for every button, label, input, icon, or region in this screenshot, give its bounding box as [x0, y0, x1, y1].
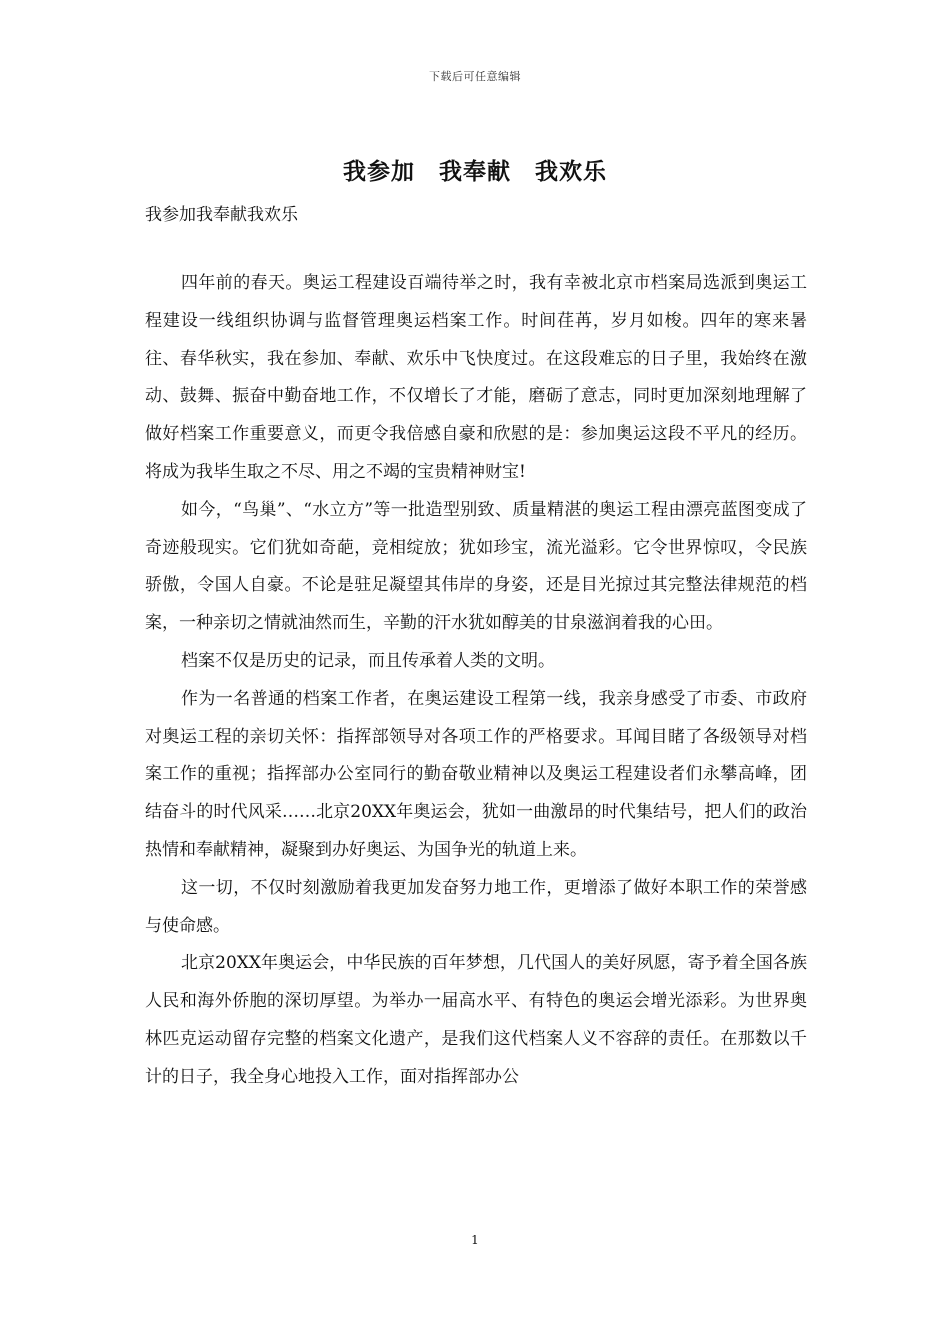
- document-body: [145, 265, 807, 1097]
- paragraph: 四年前的春天。奥运工程建设百端待举之时，我有幸被北京市档案局选派到奥运工程建设一线组织协调与监督管理奥运档案工作。时间荏苒，岁月如梭。四年的寒来暑往、春华秋实，我在参加、奉献、欢乐中飞快度过。在这段难忘的日子里，我始终在激动、鼓舞、振奋中勤奋地工作，不仅增长了才能，磨砺了意志，同时更加深刻地理解了做好档案工作重要意义，而更令我倍感自豪和欣慰的是：参加奥运这段不平凡的经历。将成为我毕生取之不尽、用之不竭的宝贵精神财宝!: [145, 273, 807, 482]
- document-subtitle: 我参加我奉献我欢乐: [145, 205, 298, 225]
- paragraph: 档案不仅是历史的记录，而且传承着人类的文明。: [181, 650, 555, 671]
- paragraph: 如今，“鸟巢”、“水立方”等一批造型别致、质量精湛的奥运工程由漂亮蓝图变成了奇迹般现实。它们犹如奇葩，竞相绽放；犹如珍宝，流光溢彩。它令世界惊叹，令民族骄傲，令国人自豪。不论是驻足凝望其伟岸的身姿，还是目光掠过其完整法律规范的档案，一种亲切之情就油然而生，辛勤的汗水犹如醇美的甘泉滋润着我的心田。: [145, 499, 807, 634]
- paragraph: 作为一名普通的档案工作者，在奥运建设工程第一线，我亲身感受了市委、市政府对奥运工程的亲切关怀：指挥部领导对各项工作的严格要求。耳闻目睹了各级领导对档案工作的重视；指挥部办公室同行的勤奋敬业精神以及奥运工程建设者们永攀高峰，团结奋斗的时代风采……北京20XX年奥运会，犹如一曲激昂的时代集结号，把人们的政治热情和奉献精神，凝聚到办好奥运、为国争光的轨道上来。: [145, 688, 807, 860]
- paragraph: 这一切，不仅时刻激励着我更加发奋努力地工作，更增添了做好本职工作的荣誉感与使命感。: [145, 877, 807, 936]
- paragraph: 北京20XX年奥运会，中华民族的百年梦想，几代国人的美好夙愿，寄予着全国各族人民和海外侨胞的深切厚望。为举办一届高水平、有特色的奥运会增光添彩。为世界奥林匹克运动留存完整的档案文化遗产，是我们这代档案人义不容辞的责任。在那数以千计的日子，我全身心地投入工作，面对指挥部办公: [145, 953, 807, 1087]
- header-note: 下载后可任意编辑: [429, 70, 521, 83]
- page-number: 1: [471, 1233, 479, 1247]
- document-title: 我参加 我奉献 我欢乐: [343, 158, 607, 185]
